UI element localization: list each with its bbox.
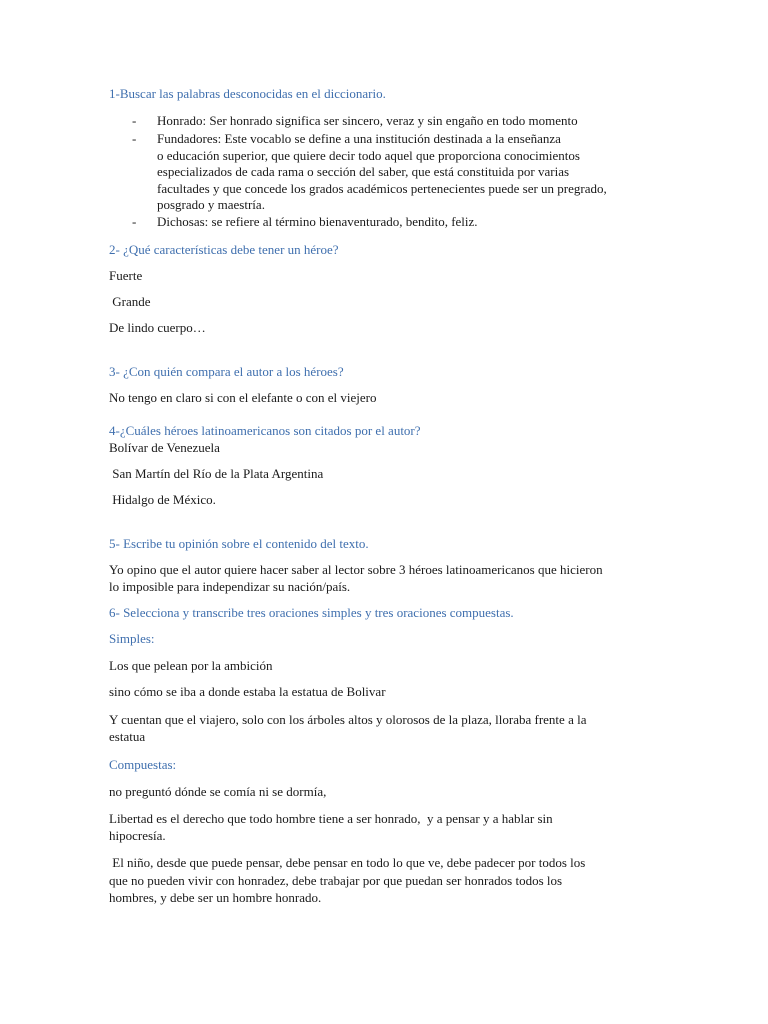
compound-sentence-2-line-1: Libertad es el derecho que todo hombre tiene a ser honrado, y a pensar y a hablar sin — [109, 811, 553, 826]
q2-heading: 2- ¿Qué características debe tener un héroe? — [109, 242, 339, 257]
q5-heading: 5- Escribe tu opinión sobre el contenido del texto. — [109, 536, 369, 551]
q2-answer-3: De lindo cuerpo… — [109, 320, 206, 335]
q4-answer-3: Hidalgo de México. — [109, 492, 216, 507]
compound-sentence-3-line-3: hombres, y debe ser un hombre honrado. — [109, 890, 322, 905]
bullet-fundadores-line-4: facultades y que concede los grados académicos pertenecientes puede ser un pregrado, — [157, 181, 607, 196]
q6-heading: 6- Selecciona y transcribe tres oraciones simples y tres oraciones compuestas. — [109, 605, 514, 620]
simple-sentence-3-line-2: estatua — [109, 729, 146, 744]
q4-heading: 4-¿Cuáles héroes latinoamericanos son citados por el autor? — [109, 423, 421, 438]
bullet-honrado: Honrado: Ser honrado significa ser sincero, veraz y sin engaño en todo momento — [157, 113, 578, 128]
simples-label: Simples: — [109, 631, 155, 646]
bullet-fundadores-line-3: especializados de cada rama o sección del saber, que está constituida por varias — [157, 164, 570, 179]
compound-sentence-2-line-2: hipocresía. — [109, 828, 166, 843]
bullet-fundadores-line-1: Fundadores: Este vocablo se define a una institución destinada a la enseñanza — [157, 131, 561, 146]
bullet-fundadores-line-2: o educación superior, que quiere decir todo aquel que proporciona conocimientos — [157, 148, 580, 163]
q5-answer-line-2: lo imposible para independizar su nación/país. — [109, 579, 351, 594]
q4-answer-1: Bolívar de Venezuela — [109, 440, 220, 455]
q3-answer: No tengo en claro si con el elefante o con el viejero — [109, 390, 377, 405]
q2-answer-1: Fuerte — [109, 268, 143, 283]
bullet-fundadores-line-5: posgrado y maestría. — [157, 197, 265, 212]
compuestas-label: Compuestas: — [109, 757, 177, 772]
q1-heading: 1-Buscar las palabras desconocidas en el diccionario. — [109, 86, 386, 101]
simple-sentence-3-line-1: Y cuentan que el viajero, solo con los árboles altos y olorosos de la plaza, lloraba frente a la — [109, 712, 587, 727]
bullet-dash: - — [132, 113, 137, 128]
bullet-dichosas: Dichosas: se refiere al término bienaventurado, bendito, feliz. — [157, 214, 478, 229]
q2-answer-2: Grande — [109, 294, 151, 309]
simple-sentence-1: Los que pelean por la ambición — [109, 658, 273, 673]
simple-sentence-2: sino cómo se iba a donde estaba la estatua de Bolivar — [109, 684, 386, 699]
compound-sentence-3-line-1: El niño, desde que puede pensar, debe pensar en todo lo que ve, debe padecer por todos los — [109, 855, 586, 870]
q5-answer-line-1: Yo opino que el autor quiere hacer saber al lector sobre 3 héroes latinoamericanos que hicieron — [109, 562, 603, 577]
bullet-dash: - — [132, 131, 137, 146]
bullet-dash: - — [132, 214, 137, 229]
compound-sentence-3-line-2: que no pueden vivir con honradez, debe trabajar por que puedan ser honrados todos los — [109, 873, 563, 888]
q4-answer-2: San Martín del Río de la Plata Argentina — [109, 466, 324, 481]
q3-heading: 3- ¿Con quién compara el autor a los héroes? — [109, 364, 344, 379]
compound-sentence-1: no preguntó dónde se comía ni se dormía, — [109, 784, 327, 799]
